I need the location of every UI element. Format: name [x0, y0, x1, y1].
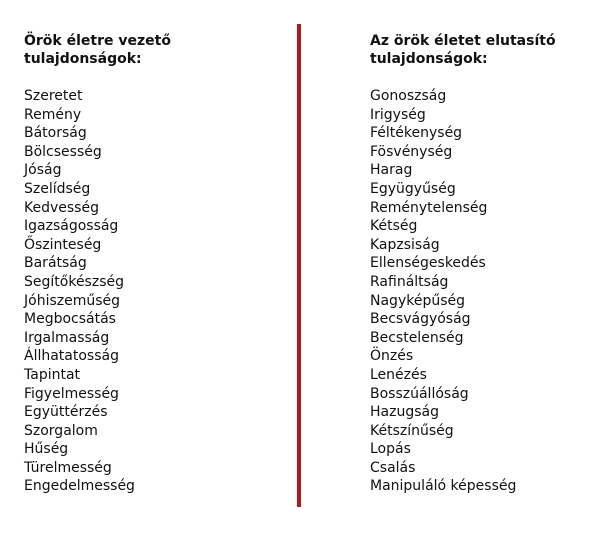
heading-line-1: Az örök életet elutasító	[370, 33, 556, 49]
list-item: Igazságosság	[24, 218, 119, 235]
list-item: Bosszúállóság	[370, 385, 469, 402]
list-item: Megbocsátás	[24, 311, 116, 328]
list-item: Irgalmasság	[24, 329, 110, 346]
rejecting-traits-column	[370, 32, 600, 496]
list-item: Őszinteség	[24, 236, 102, 253]
list-item: Kétszínűség	[370, 422, 454, 439]
list-item: Lenézés	[370, 366, 427, 383]
list-item: Reménytelenség	[370, 199, 488, 216]
list-item: Irigység	[370, 106, 426, 123]
list-item: Állhatatosság	[24, 348, 119, 365]
list-item: Engedelmesség	[24, 478, 135, 495]
list-item: Kapzsiság	[370, 236, 440, 253]
list-item: Gonoszság	[370, 88, 447, 104]
list-item: Remény	[24, 106, 82, 123]
list-item: Fösvénység	[370, 143, 453, 160]
column-divider	[297, 24, 301, 507]
list-item: Szorgalom	[24, 422, 98, 439]
eternal-life-traits-list	[24, 87, 274, 496]
list-item: Lopás	[370, 441, 411, 458]
list-item: Figyelmesség	[24, 385, 119, 402]
eternal-life-traits-column	[24, 32, 274, 496]
eternal-life-traits-heading	[24, 32, 274, 68]
heading-line-1: Örök életre vezető	[24, 33, 171, 49]
list-item: Együgyűség	[370, 180, 456, 197]
list-item: Bátorság	[24, 125, 87, 142]
heading-line-2: tulajdonságok:	[370, 51, 488, 67]
list-item: Becstelenség	[370, 329, 464, 346]
list-item: Önzés	[370, 348, 414, 365]
list-item: Ellenségeskedés	[370, 255, 486, 272]
list-item: Harag	[370, 162, 413, 179]
list-item: Segítőkészség	[24, 273, 124, 290]
list-item: Becsvágyóság	[370, 311, 471, 328]
list-item: Nagyképűség	[370, 292, 465, 309]
list-item: Szeretet	[24, 88, 83, 104]
list-item: Barátság	[24, 255, 87, 272]
list-item: Hazugság	[370, 404, 439, 421]
rejecting-traits-heading	[370, 32, 600, 68]
list-item: Kedvesség	[24, 199, 99, 216]
rejecting-traits-list	[370, 87, 600, 496]
list-item: Csalás	[370, 459, 416, 476]
list-item: Bölcsesség	[24, 143, 102, 160]
list-item: Jóhiszeműség	[24, 292, 121, 309]
list-item: Kétség	[370, 218, 418, 235]
heading-line-2: tulajdonságok:	[24, 51, 142, 67]
list-item: Hűség	[24, 441, 69, 458]
list-item: Rafináltság	[370, 273, 449, 290]
list-item: Féltékenység	[370, 125, 463, 142]
list-item: Szelídség	[24, 180, 91, 197]
list-item: Jóság	[24, 162, 62, 179]
list-item: Tapintat	[24, 366, 81, 383]
list-item: Együttérzés	[24, 404, 108, 421]
list-item: Türelmesség	[24, 459, 112, 476]
list-item: Manipuláló képesség	[370, 478, 517, 495]
